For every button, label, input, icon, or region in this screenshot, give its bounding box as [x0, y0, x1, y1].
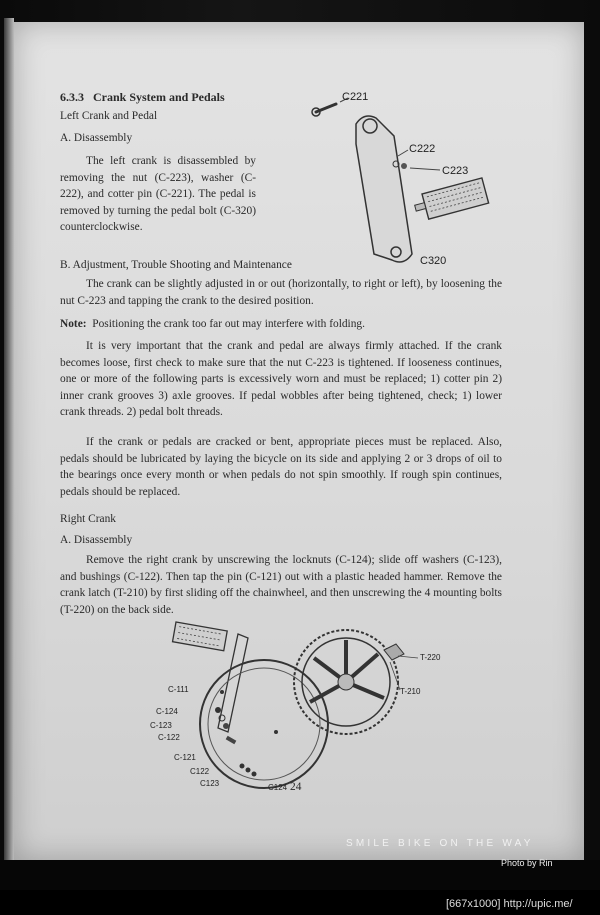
svg-text:C320: C320: [420, 255, 447, 264]
crank-arm-icon: [356, 116, 412, 262]
subheading-disassembly-b: A. Disassembly: [60, 534, 133, 546]
subheading-disassembly-a: A. Disassembly: [60, 132, 133, 144]
svg-text:C-111: C-111: [168, 685, 189, 694]
subheading-right-crank: Right Crank: [60, 513, 117, 525]
photo-credit: Photo by Rin: [501, 858, 553, 868]
svg-text:C222: C222: [409, 143, 436, 155]
section-heading: 6.3.3 Crank System and Pedals: [60, 90, 225, 104]
svg-text:T-220: T-220: [420, 653, 441, 662]
note-positioning: Note: Positioning the crank too far out may interfere with folding.: [60, 318, 365, 330]
left-crank-diagram: [304, 84, 504, 264]
page-edge: [4, 18, 14, 860]
chainring-large-icon: [294, 630, 398, 734]
image-size-link: [667x1000] http://upic.me/: [446, 898, 573, 910]
cotter-pin-icon: [312, 104, 336, 116]
watermark-title: SMILE BIKE ON THE WAY: [346, 838, 534, 849]
svg-text:C123: C123: [200, 779, 220, 788]
page-number: 24: [290, 781, 302, 793]
subheading-left-crank: Left Crank and Pedal: [60, 110, 158, 122]
svg-text:C-123: C-123: [150, 721, 172, 730]
svg-text:C-121: C-121: [174, 753, 196, 762]
paragraph-attachment: It is very important that the crank and pedal are always firmly attached. If the crank becomes loose, first check to make sure that the nut C-223 is tightened. If looseness continues, one or more of the following parts is excessively worn and must be replaced; 1) cotter pin 2) inner crank grooves 3) axle grooves. If pedal wobbles after being tightened, check; 1) lower crank threads. 2) pedal bolt threads.: [60, 340, 502, 419]
manual-page: [14, 22, 584, 860]
paragraph-adjustment: The crank can be slightly adjusted in or out (horizontally, to right or left), by loosening the nut C-223 and tapping the crank to the desired position.: [60, 278, 502, 307]
pedal-icon: [173, 622, 228, 651]
hardware-parts-icon: [215, 690, 257, 777]
paragraph-cracked: If the crank or pedals are cracked or bent, appropriate pieces must be replaced. Also, pedals should be lubricated by laying the bicycle on its side and applying 2 or 3 drops of oil to the bearings once every month or when pedals do not spin smoothly. If rough spin continues, pedals should be replaced.: [60, 436, 502, 498]
svg-text:T-210: T-210: [400, 687, 421, 696]
crank-latch-icon: [384, 644, 404, 660]
svg-text:C221: C221: [342, 91, 369, 103]
right-crank-diagram: [134, 614, 454, 794]
subheading-maintenance: B. Adjustment, Trouble Shooting and Maintenance: [60, 259, 292, 271]
pedal-icon: [412, 178, 488, 222]
paragraph-left-crank: The left crank is disassembled by removing the nut (C-223), washer (C-222), and cotter pin (C-221). The pedal is removed by turning the pedal bolt (C-320) counterclockwise.: [60, 155, 256, 234]
svg-text:C124: C124: [268, 783, 288, 792]
svg-text:C-122: C-122: [158, 733, 180, 742]
svg-text:C223: C223: [442, 165, 469, 177]
paragraph-right-crank: Remove the right crank by unscrewing the locknuts (C-124); slide off washers (C-123), and bushings (C-122). Then tap the pin (C-121) out with a plastic headed hammer. Remove the crank latch (T-210) by first sliding off the chainwheel, and then unscrewing the 4 mounting bolts (T-220) on the back side.: [60, 554, 502, 616]
svg-text:C122: C122: [190, 767, 210, 776]
svg-text:C-124: C-124: [156, 707, 178, 716]
